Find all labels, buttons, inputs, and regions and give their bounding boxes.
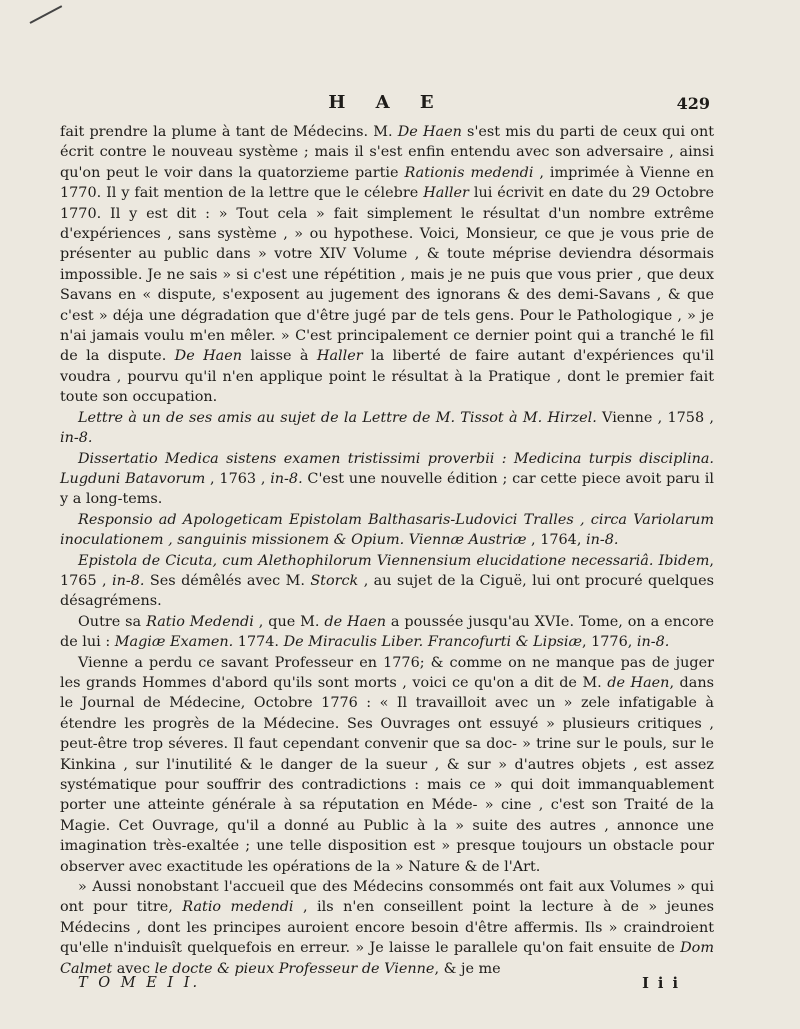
text-run: s'est mis du parti de ceux qui ont écrit contre le nouveau système ; mais il s'est enfin entendu avec son adversaire , ainsi qu'on peut le voir dans la quatorzieme partie	[60, 124, 714, 181]
paragraph	[60, 877, 714, 979]
text-run: a poussée jusqu'au XVIe. Tome, on a encore de lui :	[60, 613, 715, 651]
italic-text: in-8.	[270, 470, 303, 487]
paragraph	[60, 653, 714, 877]
italic-text: de Haen	[324, 613, 386, 630]
signature-mark: I i i	[642, 975, 680, 992]
italic-text: le docte & pieux Professeur de Vienne	[154, 960, 435, 977]
text-run: avec	[112, 960, 155, 977]
paragraph	[60, 122, 714, 408]
running-title: H A E	[328, 92, 446, 113]
italic-text: in-8.	[585, 532, 619, 549]
italic-text: Ratio medendi	[182, 899, 294, 916]
text-run: , que M.	[253, 613, 325, 630]
text-run: , 1776,	[581, 634, 637, 651]
italic-text: De Miraculis Liber. Francofurti & Lipsiæ	[283, 634, 582, 651]
italic-text: in-8.	[60, 430, 93, 447]
text-run: laisse à	[242, 348, 317, 365]
text-run: 1774.	[233, 634, 284, 651]
text-run: fait prendre la plume à tant de Médecins. M.	[60, 124, 398, 140]
text-run: , imprimée à Vienne en 1770. Il y fait mention de la lettre que le célebre	[60, 164, 714, 202]
page-header	[60, 88, 714, 122]
body-text	[60, 122, 714, 979]
page-footer	[60, 975, 680, 999]
italic-text: Haller	[423, 185, 469, 202]
text-run: , & je me	[434, 960, 501, 977]
italic-text: Epistola de Cicuta, cum Alethophilorum Viennensium elucidatione necessariâ. Ibidem	[78, 552, 710, 569]
italic-text: Storck	[310, 572, 359, 589]
page-number: 429	[676, 94, 710, 113]
italic-text: Magiæ Examen.	[114, 634, 234, 651]
text-run: » Aussi nonobstant l'accueil que des Médecins consommés ont fait aux Volumes » qui ont pour titre,	[60, 879, 714, 916]
paragraph	[60, 449, 714, 510]
text-run: Vienne a perdu ce savant Professeur en 1776; & comme on ne manque pas de juger les grands Hommes d'abord qu'ils sont morts , voici ce qu'on a dit de M.	[60, 654, 714, 691]
italic-text: Haller	[316, 348, 363, 365]
text-run: Outre sa	[78, 613, 147, 630]
italic-text: Dom Calmet	[60, 940, 714, 977]
tome-label: T O M E I I.	[78, 975, 201, 991]
italic-text: Dissertatio Medica sistens examen tristissimi proverbii : Medicina turpis disciplina. Lugduni Batavorum	[60, 450, 714, 487]
italic-text: in-8.	[112, 572, 145, 589]
italic-text: Responsio ad Apologeticam Epistolam Balthasaris-Ludovici Tralles , circa Variolarum inoculationem , sanguinis missionem & Opium. Viennæ Austriæ	[60, 511, 714, 549]
text-run: Vienne , 1758 ,	[596, 409, 714, 426]
text-run: , au sujet de la Ciguë, lui ont procuré quelques désagrémens.	[60, 572, 714, 610]
paragraph	[60, 510, 714, 551]
text-run: la liberté de faire autant d'expériences qu'il voudra , pourvu qu'il n'en applique point le résultat à la Pratique , dont le premier fait toute son occupation.	[60, 348, 715, 406]
italic-text: De Haen	[397, 124, 462, 140]
text-run: , dans le Journal de Médecine, Octobre 1776 : « Il travailloit avec un » zele infatigable à étendre les progrès de la Médecine. Ses Ouvrages ont essuyé » plusieurs critiques , peut-être trop séveres. Il faut cependant convenir que sa doc- » trine sur le pouls, sur le Kinkina , sur l'inutilité & le danger de la sueur , & sur » d'autres objets , est assez systématique pour souffrir des contradictions : mais ce » qui doit immanquablement porter une atteinte générale à sa réputation en Méde- » cine , c'est son Traité de la Magie. Cet Ouvrage, qu'il a donné au Public à la » suite des autres , annonce une imagination très-exaltée ; une telle disposition est » presque toujours un obstacle pour observer avec exactitude les opérations de la » Nature & de l'Art.	[60, 674, 714, 875]
italic-text: in-8.	[636, 634, 670, 651]
italic-text: De Haen	[174, 348, 243, 365]
italic-text: de Haen	[607, 674, 670, 691]
text-run: , 1763 ,	[205, 470, 271, 487]
text-run: , ils n'en conseillent point la lecture à de » jeunes Médecins , dont les principes auroient encore besoin d'être affermis. Ils » craindroient qu'elle n'induisît quelquefois en erreur. » Je laisse le parallele qu'on fait ensuite de	[60, 899, 715, 957]
text-run: C'est une nouvelle édition ; car cette piece avoit paru il y a long-tems.	[60, 470, 714, 508]
paragraph	[60, 408, 714, 449]
paragraph	[60, 551, 714, 612]
paragraph	[60, 612, 714, 653]
text-run: , 1764,	[526, 532, 586, 549]
italic-text: Lettre à un de ses amis au sujet de la Lettre de M. Tissot à M. Hirzel.	[78, 409, 597, 426]
italic-text: Rationis medendi	[404, 164, 534, 181]
italic-text: Ratio Medendi	[146, 613, 254, 630]
ink-stroke-mark	[30, 5, 63, 24]
text-run: , 1765 ,	[60, 552, 714, 589]
text-run: Ses démêlés avec M.	[144, 572, 311, 589]
text-run: lui écrivit en date du 29 Octobre 1770. Il y est dit : » Tout cela » fait simplement le résultat d'un nombre extrême d'expériences , sans système , » ou hypothese. Voici, Monsieur, ce que je vous prie de présenter au public dans » votre XIV Volume , & toute méprise deviendra désormais impossible. Je ne sais » si c'est une répétition , mais je ne puis que vous prier , que deux Savans en « dispute, s'exposent au jugement des ignorans & des demi-Savans , & que c'est » déja une dégradation que d'être jugé par de tels gens. Pour le Pathologique , » je n'ai jamais voulu m'en mêler. » C'est principalement ce dernier point qui a tranché le fil de la dispute.	[60, 185, 714, 365]
